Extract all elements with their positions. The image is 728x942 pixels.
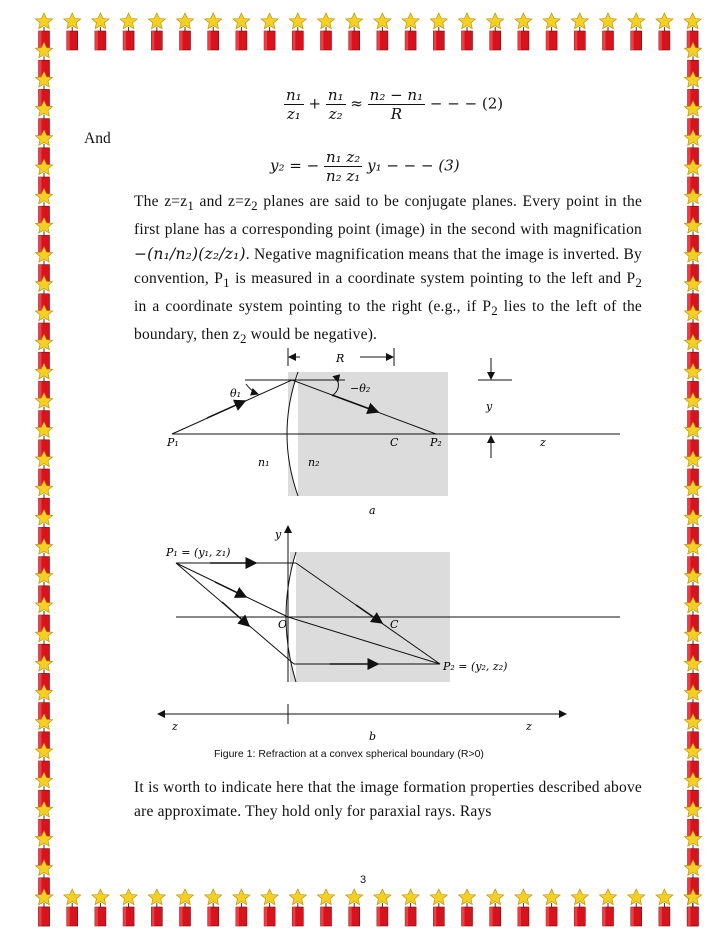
p1-sub: 2 — [635, 275, 643, 291]
candle-bottom — [656, 889, 673, 926]
candle-bottom — [599, 889, 616, 926]
candle-top — [628, 13, 645, 50]
p1-sub: 1 — [223, 275, 230, 291]
fig-b-label-p1: P₁ = (y₁, z₁) — [166, 546, 231, 559]
candle-top — [233, 13, 250, 50]
p1-text: The z=z — [134, 193, 188, 210]
candle-bottom — [148, 889, 165, 926]
candle-bottom — [430, 889, 447, 926]
candle-bottom — [571, 889, 588, 926]
p1-sub: 2 — [251, 198, 258, 214]
candle-bottom — [64, 889, 81, 926]
candle-bottom — [289, 889, 306, 926]
candle-top — [64, 13, 81, 50]
eq2-plus: + — [308, 94, 322, 113]
fig-a-label-n1: n₁ — [258, 456, 270, 469]
candle-top — [656, 13, 673, 50]
p1-text: . Negative magnification means that the image is inverted. By convention, P — [134, 246, 642, 288]
p1-text: would be negative). — [246, 326, 378, 344]
p1-magnification: −(n₁/n₂)(z₂/z₁) — [134, 245, 246, 264]
eq2-term1-den: z₁ — [286, 105, 301, 123]
candle-top — [543, 13, 560, 50]
eq3-rhs: y₁ − − − (3) — [367, 156, 460, 175]
fig-a-panel-label: a — [369, 504, 376, 517]
eq2-term1-num: n₁ — [286, 86, 302, 104]
equation-3 — [270, 148, 460, 185]
candle-top — [599, 13, 616, 50]
figure-a — [0, 340, 728, 520]
fig-a-label-n2: n₂ — [308, 456, 320, 469]
p1-text: is measured in a coordinate system pointing to the left and P — [229, 270, 636, 288]
candle-top — [289, 13, 306, 50]
eq3-num: n₁ z₂ — [325, 148, 361, 166]
figure-caption: Figure 1: Refraction at a convex spherical boundary (R>0) — [214, 748, 484, 760]
candle-bottom — [120, 889, 137, 926]
candle-bottom — [543, 889, 560, 926]
eq2-rhs-den: R — [390, 105, 403, 123]
fig-b-label-p2: P₂ = (y₂, z₂) — [443, 660, 508, 673]
candle-top — [120, 13, 137, 50]
fig-b-label-o: O — [278, 618, 288, 631]
candle-top — [92, 13, 109, 50]
candle-bottom — [374, 889, 391, 926]
paragraph-paraxial: It is worth to indicate here that the image formation properties described above are approximate. They hold only for paraxial rays. Rays — [134, 779, 642, 820]
candle-bottom — [628, 889, 645, 926]
candle-top — [176, 13, 193, 50]
candle-left — [35, 889, 52, 926]
figure-b — [0, 520, 728, 745]
equation-2 — [284, 86, 503, 123]
candle-bottom — [233, 889, 250, 926]
eq2-tag: − − − (2) — [429, 94, 504, 113]
candle-top — [402, 13, 419, 50]
page-number: 3 — [360, 874, 367, 886]
candle-top — [374, 13, 391, 50]
candle-top — [205, 13, 222, 50]
fig-b-ray-arrow-3 — [215, 582, 246, 597]
fig-b-ray-arrow-4 — [222, 602, 249, 626]
p1-text: and z=z — [194, 193, 252, 210]
fig-a-label-theta1: θ₁ — [230, 387, 242, 400]
candle-top — [148, 13, 165, 50]
fig-b-panel-label: b — [369, 730, 377, 743]
candle-top — [487, 13, 504, 50]
fig-a-label-theta2: −θ₂ — [350, 382, 371, 395]
candle-top — [571, 13, 588, 50]
p1-text: planes are said to be conjugate planes. Every point in the first plane has a corresponding point (image) in the second with magnification — [134, 193, 643, 239]
candle-bottom — [317, 889, 334, 926]
fig-b-label-z-left: z — [172, 720, 178, 733]
eq2-rhs-num: n₂ − n₁ — [369, 86, 424, 104]
candle-top — [430, 13, 447, 50]
candle-bottom — [176, 889, 193, 926]
eq2-term2-den: z₂ — [328, 105, 343, 123]
fig-a-label-r: R — [336, 352, 345, 365]
candle-bottom — [346, 889, 363, 926]
fig-a-label-y: y — [486, 400, 493, 413]
eq3-den: n₂ z₁ — [325, 167, 361, 185]
eq2-term2-num: n₁ — [327, 86, 344, 104]
candle-bottom — [458, 889, 475, 926]
candle-bottom — [205, 889, 222, 926]
p1-sub: 2 — [491, 303, 498, 319]
candle-bottom — [261, 889, 278, 926]
candle-bottom — [487, 889, 504, 926]
eq2-approx: ≈ — [350, 94, 363, 113]
fig-a-theta1-arc — [246, 384, 258, 394]
fig-a-label-z: z — [540, 436, 546, 449]
candle-bottom — [92, 889, 109, 926]
candle-top — [458, 13, 475, 50]
p1-text: in a coordinate system pointing to the right (e.g., if P — [134, 298, 492, 316]
p1-sub: 2 — [239, 331, 247, 347]
and-label: And — [84, 130, 111, 147]
fig-b-label-y: y — [275, 528, 282, 541]
candle-bottom — [515, 889, 532, 926]
fig-a-label-p2: P₂ — [430, 436, 442, 449]
candle-top — [515, 13, 532, 50]
paragraph-conjugate-planes — [134, 190, 642, 351]
p1-text: lies to the left of the boundary, then z — [134, 298, 642, 344]
candle-bottom — [402, 889, 419, 926]
fig-a-label-c: C — [390, 436, 399, 449]
candle-top — [317, 13, 334, 50]
candle-top — [346, 13, 363, 50]
fig-b-label-z-right: z — [526, 720, 532, 733]
eq3-lhs: y₂ = − — [270, 156, 320, 175]
candle-top — [261, 13, 278, 50]
fig-a-label-p1: P₁ — [167, 436, 179, 449]
p1-sub: 1 — [187, 198, 194, 214]
fig-a-ray-arrow-1 — [207, 401, 245, 418]
fig-b-label-c: C — [390, 618, 399, 631]
